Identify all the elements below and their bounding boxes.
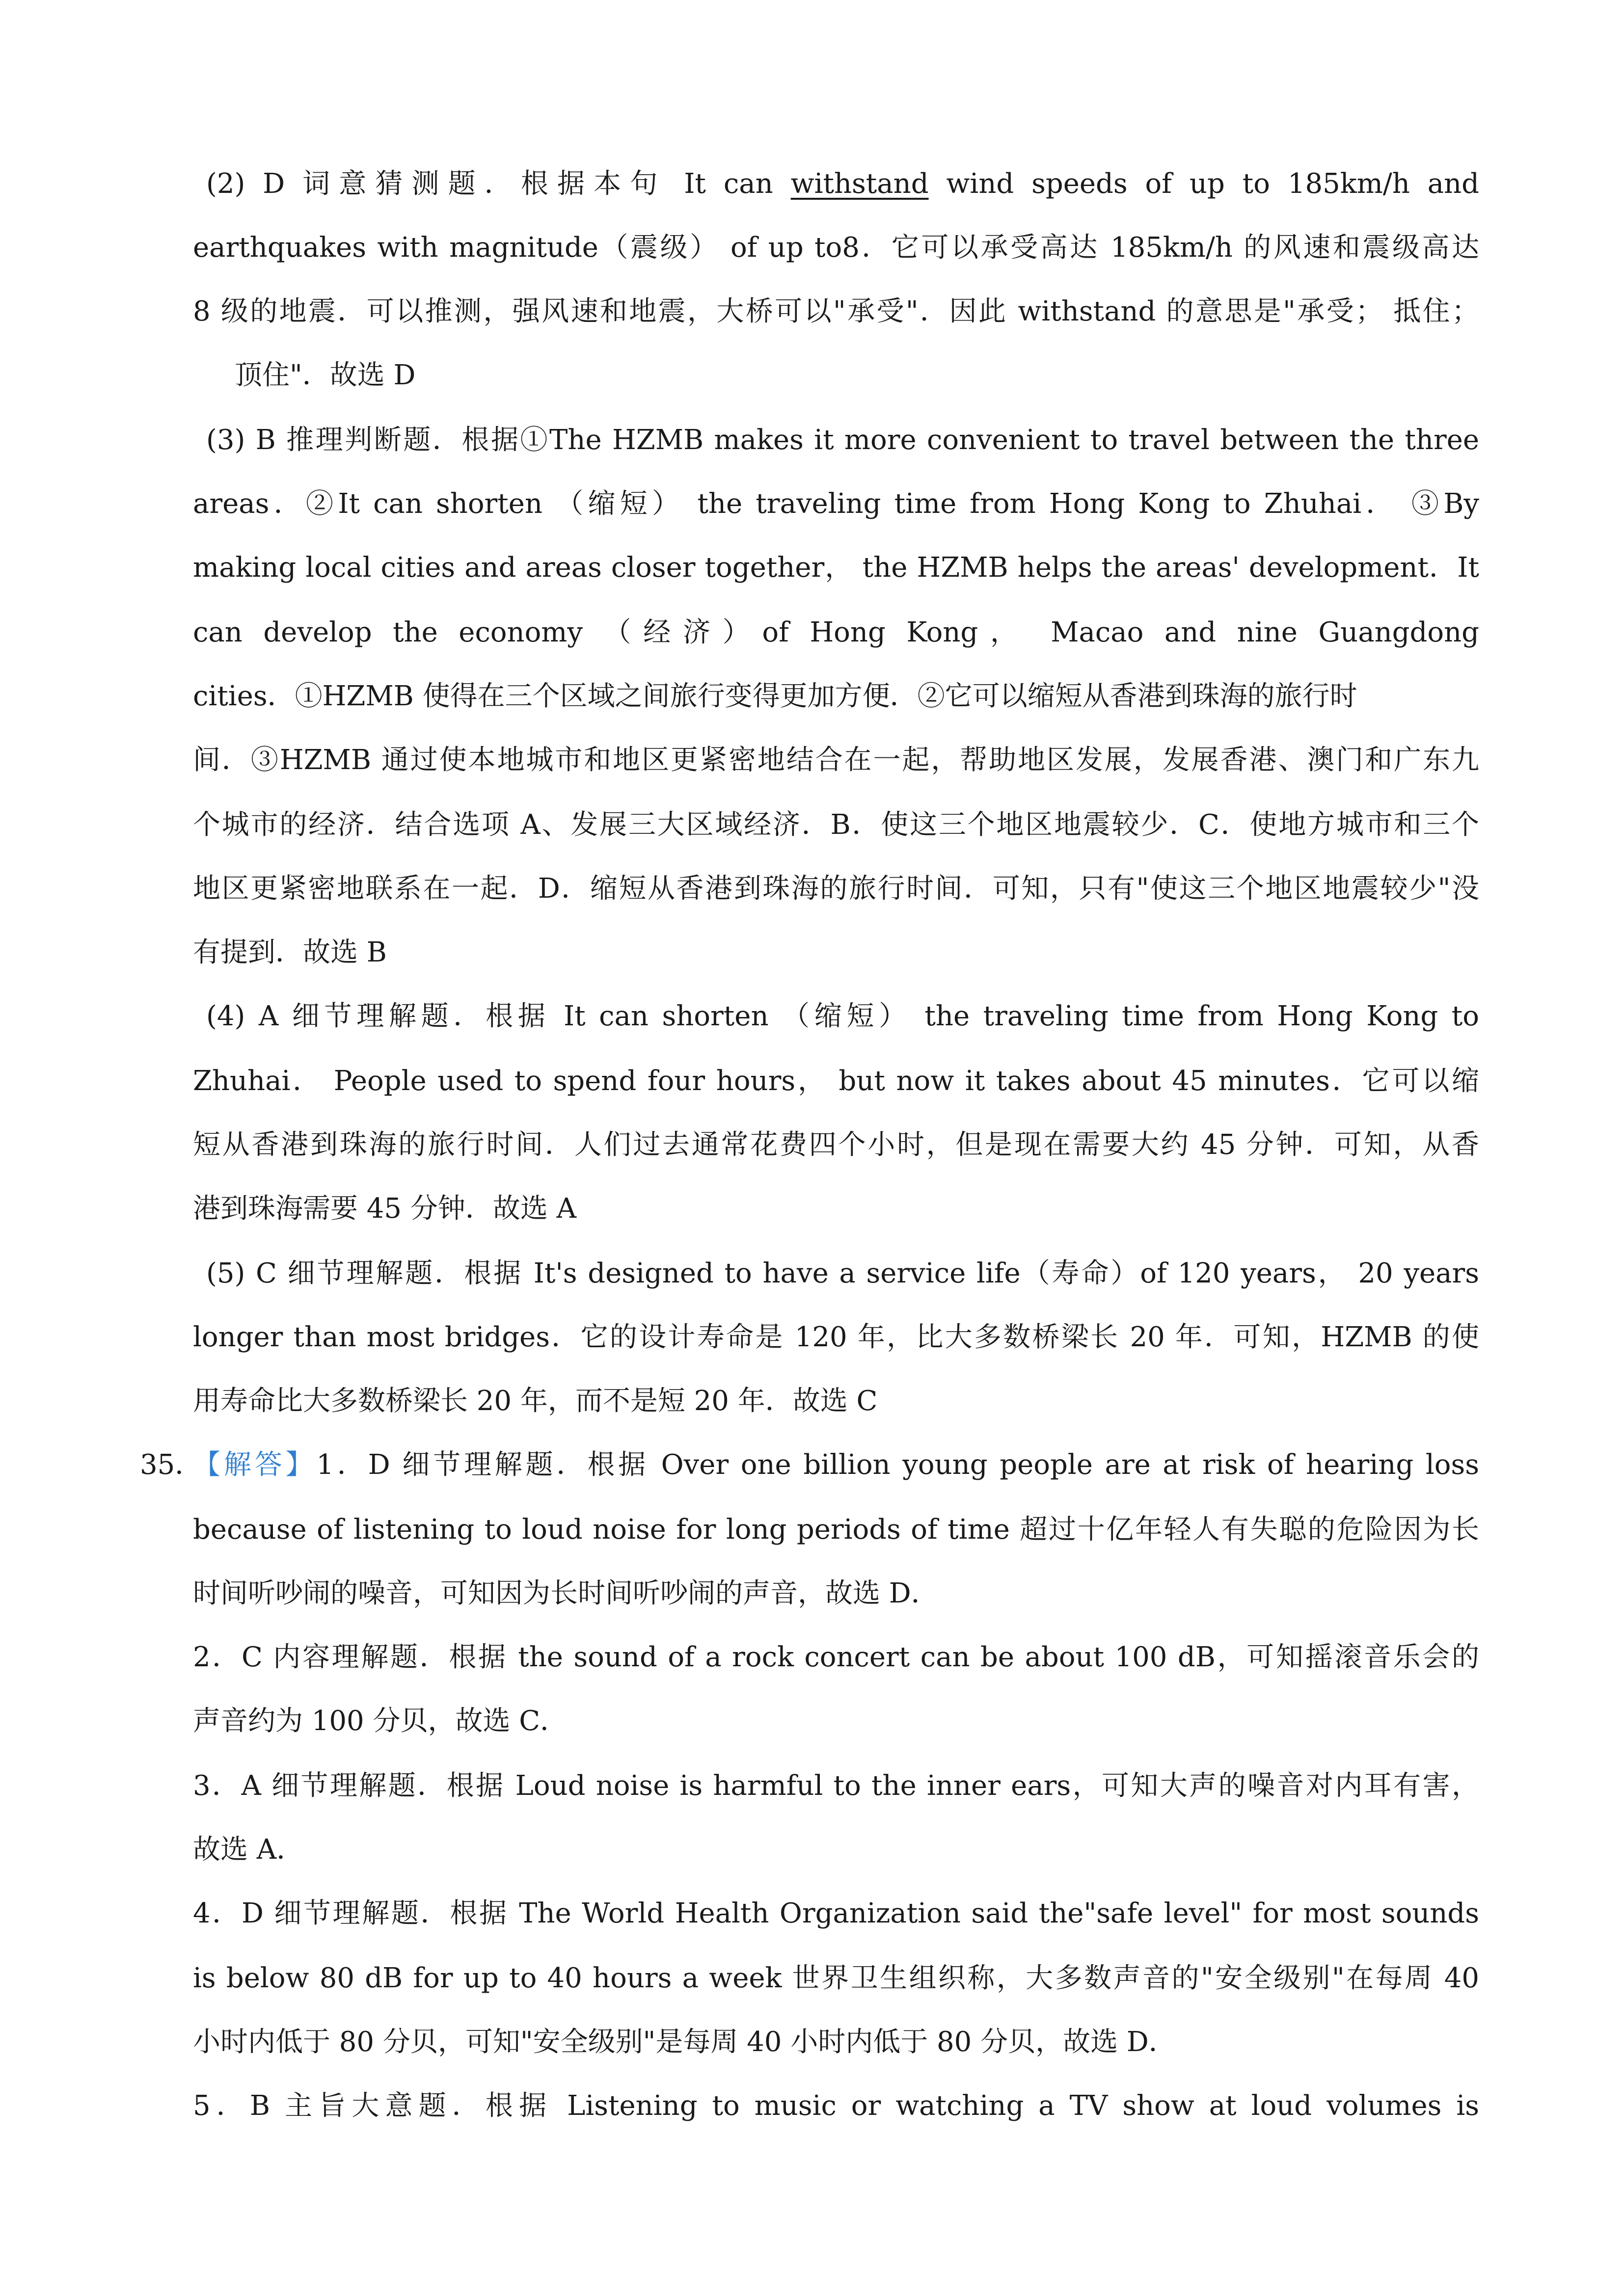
text-line: 小时内低于 80 分贝，可知"安全级别"是每周 40 小时内低于 80 分贝，故选 D． — [193, 2026, 1176, 2058]
text-line: 间．③HZMB 通过使本地城市和地区更紧密地结合在一起，帮助地区发展，发展香港、澳门和广东九 — [193, 744, 1479, 776]
text-line: 5．B 主旨大意题．根据 Listening to music or watching a TV show at loud volumes is — [193, 2090, 1479, 2122]
text-segment: wind speeds of up to 185km/h and — [928, 168, 1479, 200]
text-line: 8 级的地震．可以推测，强风速和地震，大桥可以"承受"．因此 withstand 的意思是"承受； 抵住； — [193, 295, 1479, 327]
text-line: (5) C 细节理解题．根据 It's designed to have a service life（寿命）of 120 years， 20 years — [206, 1257, 1479, 1289]
text-line: 地区更紧密地联系在一起．D．缩短从香港到珠海的旅行时间．可知，只有"使这三个地区地震较少"没 — [193, 873, 1479, 905]
text-line: 4．D 细节理解题．根据 The World Health Organization said the"safe level" for most sounds — [193, 1897, 1479, 1929]
text-line: 用寿命比大多数桥梁长 20 年，而不是短 20 年．故选 C — [193, 1385, 878, 1417]
text-line: areas．②It can shorten （缩短） the traveling time from Hong Kong to Zhuhai． ③By — [193, 488, 1479, 520]
text-line: making local cities and areas closer together， the HZMB helps the areas' development．It — [193, 552, 1479, 584]
text-line: 3．A 细节理解题．根据 Loud noise is harmful to the inner ears，可知大声的噪音对内耳有害， — [193, 1770, 1479, 1802]
text-line: 声音约为 100 分贝，故选 C． — [193, 1705, 568, 1737]
text-segment: 1．D 细节理解题．根据 Over one billion young people are at risk of hearing loss — [316, 1449, 1479, 1481]
text-line: 个城市的经济．结合选项 A、发展三大区域经济．B．使这三个地区地震较少．C．使地方城市和三个 — [193, 809, 1479, 841]
text-line: 有提到．故选 B — [193, 936, 387, 968]
underlined-word: withstand — [790, 168, 929, 200]
text-segment: (2) D 词意猜测题．根据本句 It can — [206, 168, 791, 200]
text-line: can develop the economy （经济）of Hong Kong， Macao and nine Guangdong — [193, 616, 1479, 648]
text-line: 故选 A． — [193, 1834, 304, 1866]
text-line: 2．C 内容理解题．根据 the sound of a rock concert can be about 100 dB，可知摇滚音乐会的 — [193, 1641, 1479, 1673]
text-line: is below 80 dB for up to 40 hours a week 世界卫生组织称，大多数声音的"安全级别"在每周 40 — [193, 1962, 1479, 1994]
question-number-text: 35． — [140, 1449, 203, 1481]
text-line: cities．①HZMB 使得在三个区域之间旅行变得更加方便．②它可以缩短从香港到珠海的旅行时 — [193, 680, 1357, 712]
text-line — [206, 164, 1479, 204]
text-line: 顶住"．故选 D — [235, 359, 416, 391]
text-line: (4) A 细节理解题．根据 It can shorten （缩短） the traveling time from Hong Kong to — [206, 1000, 1479, 1032]
text-line — [193, 1445, 1479, 1485]
text-line: because of listening to loud noise for long periods of time 超过十亿年轻人有失聪的危险因为长 — [193, 1514, 1479, 1546]
text-line: earthquakes with magnitude（震级） of up to8．它可以承受高达 185km/h 的风速和震级高达 — [193, 232, 1479, 264]
text-line: 短从香港到珠海的旅行时间．人们过去通常花费四个小时，但是现在需要大约 45 分钟．可知，从香 — [193, 1129, 1479, 1161]
text-line: 时间听吵闹的噪音，可知因为长时间听吵闹的声音，故选 D． — [193, 1577, 939, 1609]
answer-tag: 【解答】 — [193, 1449, 317, 1481]
text-line: (3) B 推理判断题．根据①The HZMB makes it more convenient to travel between the three — [206, 424, 1479, 456]
text-line: longer than most bridges．它的设计寿命是 120 年，比大多数桥梁长 20 年．可知，HZMB 的使 — [193, 1321, 1479, 1353]
text-line: 港到珠海需要 45 分钟．故选 A — [193, 1193, 577, 1225]
text-line: Zhuhai． People used to spend four hours， but now it takes about 45 minutes．它可以缩 — [193, 1065, 1479, 1097]
